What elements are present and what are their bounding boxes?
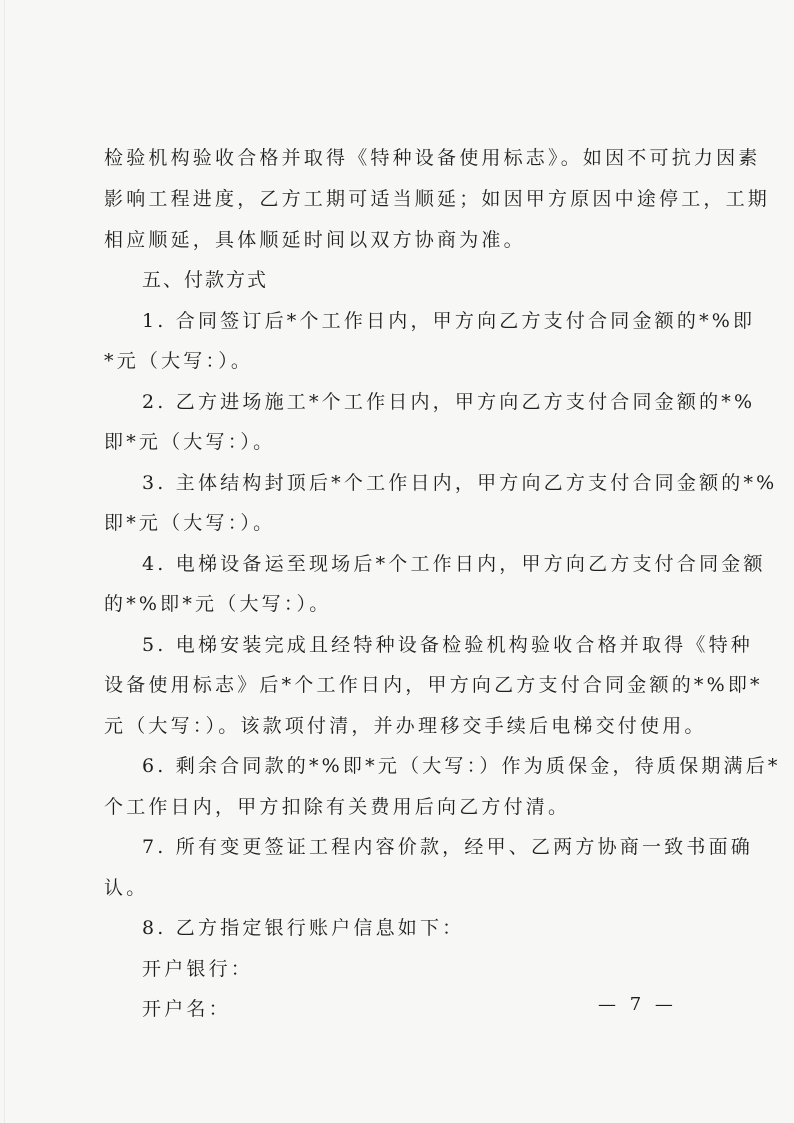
clause-5-line-3: 元（大写：）。该款项付清，并办理移交手续后电梯交付使用。 [104,715,707,737]
body-line-2: 影响工程进度，乙方工期可适当顺延；如因甲方原因中途停工，工期 [104,188,771,210]
clause-3-line-2: 即*元（大写：）。 [104,512,276,534]
clause-3-line-1: 3. 主体结构封顶后*个工作日内，甲方向乙方支付合同金额的*% [142,472,778,494]
clause-2-line-1: 2. 乙方进场施工*个工作日内，甲方向乙方支付合同金额的*% [142,391,756,413]
clause-7-line-1: 7. 所有变更签证工程内容价款，经甲、乙两方协商一致书面确 [142,836,753,858]
clause-6-line-2: 个工作日内，甲方扣除有关费用后向乙方付清。 [104,796,571,818]
clause-2-line-2: 即*元（大写：）。 [104,431,276,453]
bank-name-line: 开户银行： [142,958,254,980]
account-name-line: 开户名： [142,998,231,1020]
clause-7-line-2: 认。 [104,877,149,899]
clause-4-line-1: 4. 电梯设备运至现场后*个工作日内，甲方向乙方支付合同金额 [142,553,766,575]
clause-4-line-2: 的*%即*元（大写：）。 [104,593,332,615]
clause-8-line: 8. 乙方指定银行账户信息如下： [142,917,465,939]
page-number: — 7 — [598,994,677,1015]
scan-edge [4,0,5,1123]
clause-6-line-1: 6. 剩余合同款的*%即*元（大写：）作为质保金，待质保期满后* [142,755,781,777]
section-heading: 五、付款方式 [142,269,269,291]
body-line-3: 相应顺延，具体顺延时间以双方协商为准。 [104,229,526,251]
clause-1-line-1: 1. 合同签订后*个工作日内，甲方向乙方支付合同金额的*%即 [142,310,756,332]
clause-1-line-2: *元（大写：）。 [104,350,254,372]
clause-5-line-1: 5. 电梯安装完成且经特种设备检验机构验收合格并取得《特种 [142,634,753,656]
clause-5-line-2: 设备使用标志》后*个工作日内，甲方向乙方支付合同金额的*%即* [104,674,763,696]
body-line-1: 检验机构验收合格并取得《特种设备使用标志》。如因不可抗力因素 [104,147,761,169]
